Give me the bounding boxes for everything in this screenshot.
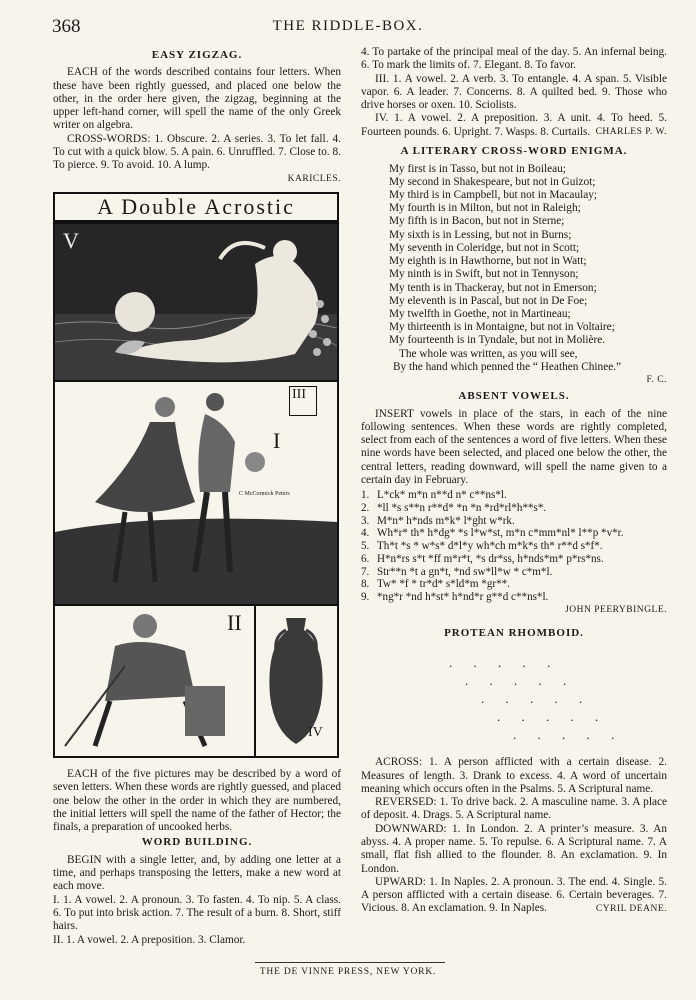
panel-label-iii: III [292,386,306,402]
word-building-part-iii: III. 1. A vowel. 2. A verb. 3. To entangle. 4. A span. 5. Visible vapor. 6. A leader. 7. Concerns. 8. A quilted bed. 9. Those who drive horses or oxen. 10. Sciolists. [361,72,667,112]
list-item [361,553,667,566]
word-building-part-iv: IV. 1. A vowel. 2. A preposition. 3. A unit. 4. To heed. 5. Fourteen pounds. 6. Upright. 7. Wasps. 8. Curtails. [361,112,667,138]
artist-credit: C McCormick Peters [239,490,290,497]
rhomboid-signature: CYRIL DEANE. [595,903,667,914]
item-number: 1. [361,489,370,502]
dot-row: . . . . . [497,709,608,725]
dot-row: . . . . . [465,673,576,689]
rhomboid-diagram [361,648,667,744]
list-item [361,566,667,579]
list-item [361,515,667,528]
item-text: Tw* *f * tr*d* s*ld*m *gr**. [377,578,510,591]
list-item [361,489,667,502]
right-column [361,46,667,916]
seated-figure-drawing [55,606,254,756]
dot-row: . . . . . [481,691,592,707]
word-building-signature: CHARLES P. W. [595,127,667,138]
item-text: L*ck* m*n n**d n* c**ns*l. [377,489,507,502]
running-title: THE RIDDLE-BOX. [272,18,424,34]
panel-label-i: I [273,427,281,453]
verse-line: My eighth is in Hawthorne, but not in Watt; [389,255,587,268]
list-item [361,502,667,515]
double-acrostic-illustration [53,192,339,760]
dot-row: . . . . . [449,655,560,671]
verse-line: The whole was written, as you will see, [399,347,578,360]
rhomboid-upward: UPWARD: 1. In Naples. 2. A pronoun. 3. The end. 4. Single. 5. A person afflicted with a certain disease. 6. Certain beverages. 7. Vicious. 8. An exclamation. 9. In Naples. [361,875,667,915]
absent-vowels-signature: JOHN PEERYBINGLE. [565,604,667,615]
panel-v-mermaid [53,222,339,382]
rhomboid-across: ACROSS: 1. A person afflicted with a certain disease. 2. Measures of length. 3. Drank to excess. 4. A word of uncertain meaning which occurs often in the Psalms. 5. A Scriptural name. [361,756,667,795]
verse-line: My seventh in Coleridge, but not in Scott; [389,241,580,254]
item-number: 7. [361,565,370,578]
item-number: 4. [361,527,370,540]
item-number: 6. [361,552,370,565]
item-text: Th*t *s * w*s* d*l*y wh*ch m*k*s th* r**d s*f*. [377,540,603,553]
verse-line: By the hand which penned the “ Heathen Chinee.” [393,360,622,373]
literary-verse [389,163,667,374]
item-text: Wh*r* th* h*dg* *s l*w*st, m*n c*mm*nl* l**p *v*r. [377,527,624,540]
acrostic-text: EACH of the five pictures may be described by a word of seven letters. When these words are rightly guessed, and placed one below the other in the order in which they are numbered, the initial letters will spell the name of the father of Hector; the finals, a preparation of uncooked herbs. [53,767,341,834]
left-column [53,46,341,947]
list-item [361,527,667,540]
absent-vowels-list [361,489,667,603]
vase-drawing [256,606,337,756]
verse-line: My fourth is in Milton, but not in Raleigh; [389,202,581,215]
list-item [361,591,667,604]
word-building-part-i: I. 1. A vowel. 2. A pronoun. 3. To fasten. 4. To nip. 5. A class. 6. To put into brisk action. 7. The result of a burn. 8. Short, stiff hairs. [53,893,341,933]
item-text: *ll *s s**n r**d* *n *n *rd*rl*h**s*. [377,502,547,514]
verse-line: My twelfth in Goethe, not in Martineau; [389,307,571,320]
rhomboid-downward: DOWNWARD: 1. In London. 2. A printer’s measure. 3. An abyss. 4. A proper name. 5. To repulse. 6. A Scriptural name. 7. A small, flat fish allied to the flounder. 8. An exclamation. 9. In London. [361,822,667,875]
rhomboid-reversed: REVERSED: 1. To drive back. 2. A masculine name. 3. A place of deposit. 4. Drags. 5. A Scriptural name. [361,796,667,822]
literary-title: A LITERARY CROSS-WORD ENIGMA. [400,145,628,158]
panel-iv-vase [254,604,339,758]
absent-vowels-title: ABSENT VOWELS. [458,390,570,403]
footer-rule [255,962,445,963]
page-number: 368 [52,16,81,37]
list-item [361,578,667,591]
verse-line: My first is in Tasso, but not in Boileau; [389,162,566,175]
verse-line: My ninth is in Swift, but not in Tennyson; [389,268,579,281]
verse-line: My fourteenth is in Tyndale, but not in Molière. [389,334,606,347]
item-number: 3. [361,514,370,527]
verse-line: My tenth is in Thackeray, but not in Emerson; [389,281,597,294]
verse-line: My thirteenth is in Montaigne, but not in Voltaire; [389,321,615,334]
item-text: H*n*rs s*t *ff m*r*t, *s dr*ss, h*nds*m* p*rs*ns. [377,552,604,565]
dot-row: . . . . . [513,727,624,743]
item-text: M*n* h*nds m*k* l*ght w*rk. [377,514,515,527]
panel-ii-seated-figure [53,604,256,758]
word-building-part-ii-cont: 4. To partake of the principal meal of the day. 5. An infernal being. 6. To mark the limits of. 7. Elegant. 8. To favor. [361,46,667,72]
literary-signature: F. C. [646,374,667,385]
verse-line: My third is in Campbell, but not in Macaulay; [389,189,598,202]
item-number: 8. [361,578,370,591]
item-number: 2. [361,502,370,514]
printer-imprint: THE DE VINNE PRESS, NEW YORK. [259,967,437,977]
verse-line: My sixth is in Lessing, but not in Burns; [389,228,572,241]
monogram-box [289,386,317,416]
word-building-title: WORD BUILDING. [141,836,253,849]
list-item [361,540,667,553]
word-building-intro: BEGIN with a single letter, and, by adding one letter at a time, and perhaps transposing the letters, make a new word at each move. [53,853,341,893]
rhomboid-title: PROTEAN RHOMBOID. [444,626,584,639]
item-text: *ng*r *nd h*st* h*nd*r g**d c**ns*l. [377,590,549,603]
verse-line: My second in Shakespeare, but not in Guizot; [389,175,596,188]
zigzag-clues: CROSS-WORDS: 1. Obscure. 2. A series. 3. To let fall. 4. To cut with a quick blow. 5. A pain. 6. Unruffled. 7. Close to. 8. To pierce. 9. To avoid. 10. A lump. [53,132,341,172]
item-text: Str**n *t a gn*t, *nd sw*ll*w * c*m*l. [377,565,553,578]
mermaid-drawing [55,224,337,380]
verse-line: My fifth is in Bacon, but not in Sterne; [389,215,565,228]
verse-line: My eleventh is in Pascal, but not in De Foe; [389,294,588,307]
panel-i-dancers [53,380,339,606]
zigzag-title: EASY ZIGZAG. [151,49,243,61]
item-number: 9. [361,590,370,603]
panel-label-ii: II [227,609,242,635]
zigzag-intro: EACH of the words described contains four letters. When these have been rightly guessed, and placed one below the other, in the order here given, the zigzag, beginning at the upper left-hand corner, will spell the name of the only Greek writer on algebra. [53,66,341,132]
item-number: 5. [361,540,370,553]
panel-label-iv: IV [308,724,323,740]
panel-label-v: V [63,227,79,253]
absent-vowels-intro: INSERT vowels in place of the stars, in each of the nine following sentences. When these words are rightly completed, select from each of the sentences a word of five letters. When these nine words have been selected, and placed one below the other, the central letters, reading downward, will spell the name given to a certain day in February. [361,407,667,486]
acrostic-title: A Double Acrostic [53,192,339,222]
zigzag-signature: KARICLES. [287,173,341,184]
word-building-part-ii-start: II. 1. A vowel. 2. A preposition. 3. Clamor. [53,933,246,946]
